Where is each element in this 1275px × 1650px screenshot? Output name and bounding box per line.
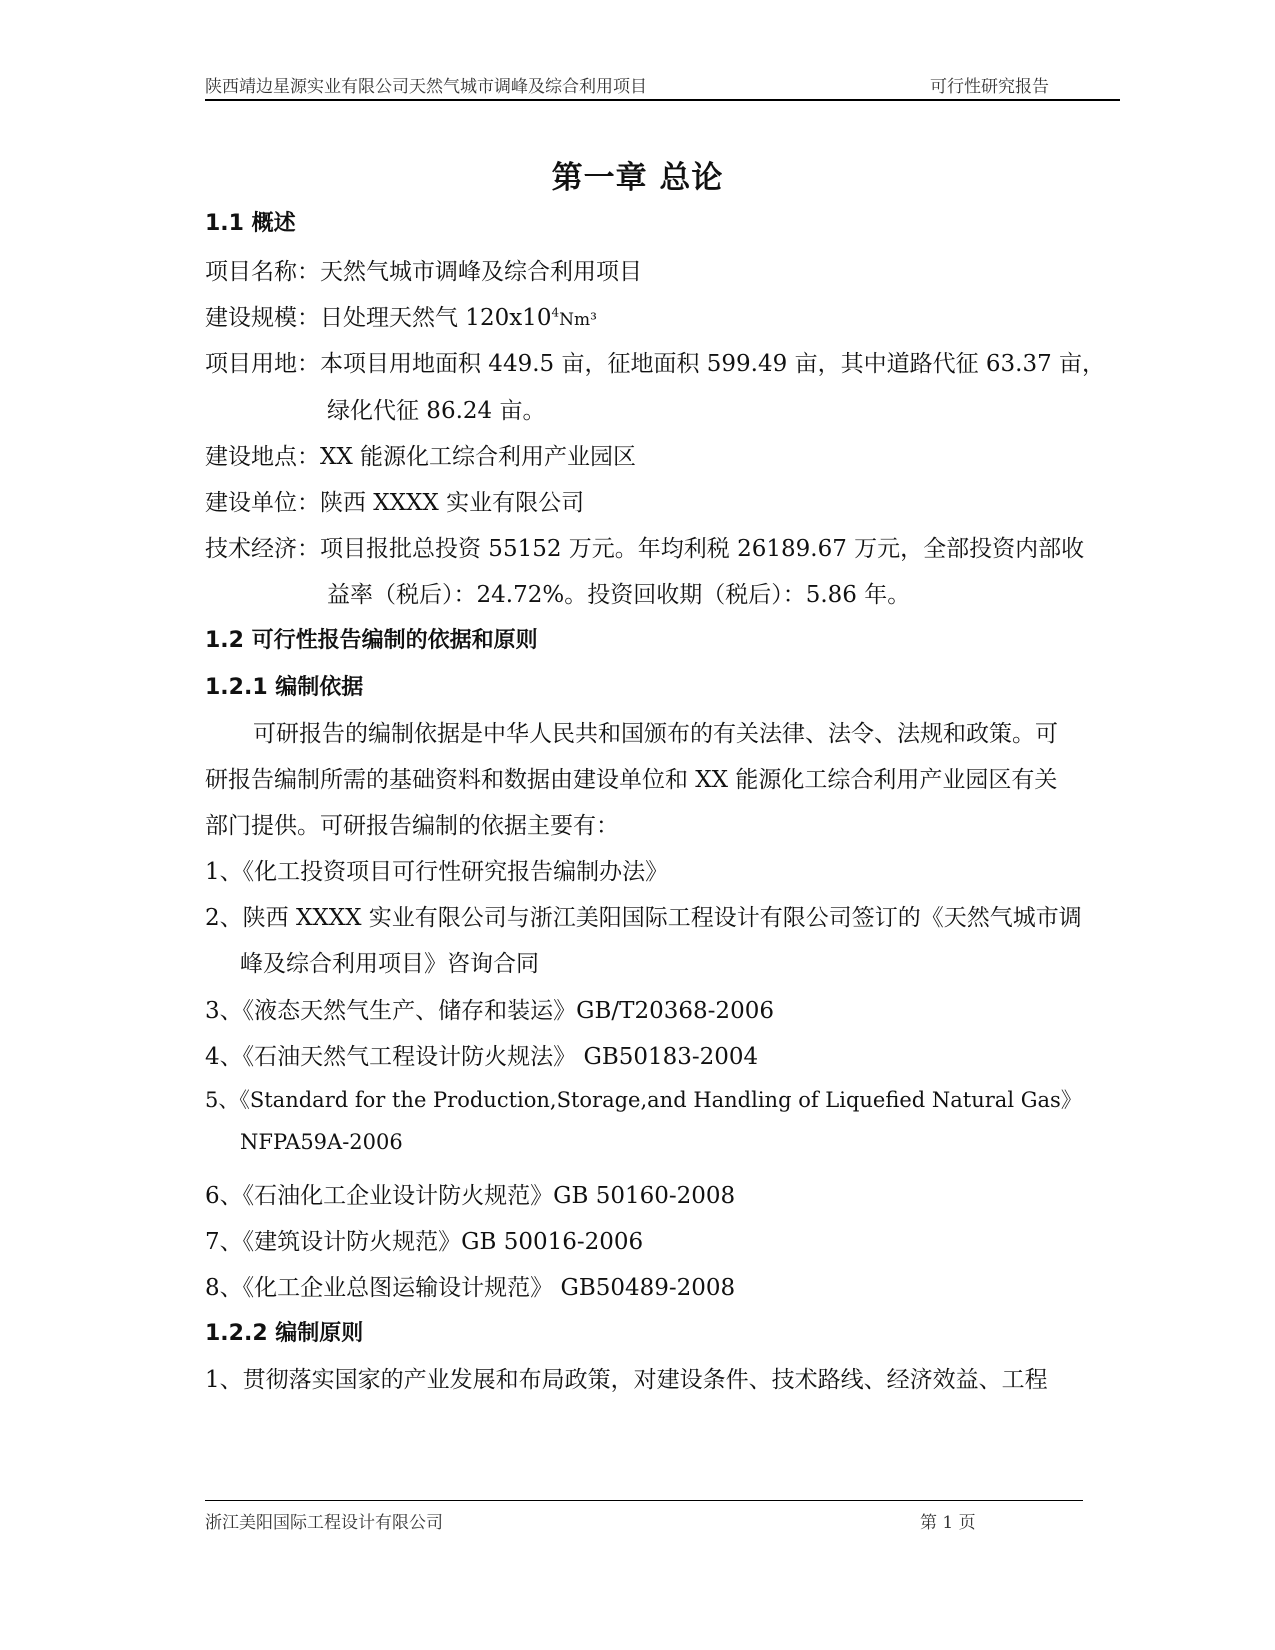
- scale-unit: Nm³: [559, 310, 597, 330]
- location-value: XX 能源化工综合利用产业园区: [320, 444, 637, 470]
- scale-row: [205, 299, 597, 332]
- economy-value: 项目报批总投资 55152 万元。年均利税 26189.67 万元，全部投资内部收: [320, 536, 1085, 562]
- basis-paragraph-line-2: 研报告编制所需的基础资料和数据由建设单位和 XX 能源化工综合利用产业园区有关: [205, 767, 1058, 793]
- running-header-doc-type: 可行性研究报告: [930, 77, 1049, 97]
- basis-paragraph-line-1: 可研报告的编制依据是中华人民共和国颁布的有关法律、法令、法规和政策。可: [253, 721, 1058, 747]
- basis-item-3: 3、《液态天然气生产、储存和装运》GB/T20368-2006: [205, 998, 774, 1024]
- economy-value-continued: 益率（税后）：24.72%。投资回收期（税后）：5.86 年。: [327, 582, 911, 608]
- location-row: [205, 438, 636, 471]
- chapter-title: 第一章 总论: [551, 160, 724, 196]
- section-heading-1-2-1: 1.2.1 编制依据: [205, 675, 364, 700]
- location-label: 建设地点：: [205, 444, 320, 470]
- builder-row: [205, 484, 584, 517]
- project-name-row: [205, 253, 642, 286]
- project-name-label: 项目名称：: [205, 259, 320, 285]
- header-divider: [205, 99, 1120, 101]
- basis-item-8: 8、《化工企业总图运输设计规范》 GB50489-2008: [205, 1275, 736, 1301]
- land-value: 本项目用地面积 449.5 亩，征地面积 599.49 亩，其中道路代征 63.37 亩，: [320, 351, 1106, 377]
- footer-divider: [205, 1500, 1083, 1501]
- principle-item-1: 1、贯彻落实国家的产业发展和布局政策，对建设条件、技术路线、经济效益、工程: [205, 1367, 1048, 1393]
- basis-item-4: 4、《石油天然气工程设计防火规法》 GB50183-2004: [205, 1044, 759, 1070]
- footer-page-number: 第 1 页: [920, 1513, 976, 1533]
- basis-paragraph-line-3: 部门提供。可研报告编制的依据主要有：: [205, 813, 619, 839]
- land-value-continued: 绿化代征 86.24 亩。: [327, 398, 546, 424]
- basis-item-2: 2、陕西 XXXX 实业有限公司与浙江美阳国际工程设计有限公司签订的《天然气城市调: [205, 905, 1082, 931]
- section-heading-1-1: 1.1 概述: [205, 211, 296, 236]
- basis-item-6: 6、《石油化工企业设计防火规范》GB 50160-2008: [205, 1183, 736, 1209]
- basis-item-7: 7、《建筑设计防火规范》GB 50016-2006: [205, 1229, 644, 1255]
- section-heading-1-2-2: 1.2.2 编制原则: [205, 1321, 364, 1346]
- project-name-value: 天然气城市调峰及综合利用项目: [320, 259, 642, 285]
- basis-item-5: 5、《Standard for the Production,Storage,and Handling of Liquefied Natural Gas》: [205, 1088, 1082, 1112]
- builder-value: 陕西 XXXX 实业有限公司: [320, 490, 585, 516]
- basis-item-2-continued: 峰及综合利用项目》咨询合同: [240, 951, 539, 977]
- economy-row: [205, 530, 1084, 563]
- land-label: 项目用地：: [205, 351, 320, 377]
- footer-company: 浙江美阳国际工程设计有限公司: [205, 1513, 443, 1533]
- running-header-title: 陕西靖边星源实业有限公司天然气城市调峰及综合利用项目: [205, 77, 647, 97]
- scale-value: 日处理天然气 120x10: [320, 305, 552, 331]
- basis-item-5-continued: NFPA59A-2006: [240, 1130, 403, 1154]
- section-heading-1-2: 1.2 可行性报告编制的依据和原则: [205, 628, 538, 653]
- builder-label: 建设单位：: [205, 490, 320, 516]
- scale-label: 建设规模：: [205, 305, 320, 331]
- economy-label: 技术经济：: [205, 536, 320, 562]
- basis-item-1: 1、《化工投资项目可行性研究报告编制办法》: [205, 859, 669, 885]
- scale-exponent: 4: [551, 305, 560, 320]
- land-row: [205, 345, 1105, 378]
